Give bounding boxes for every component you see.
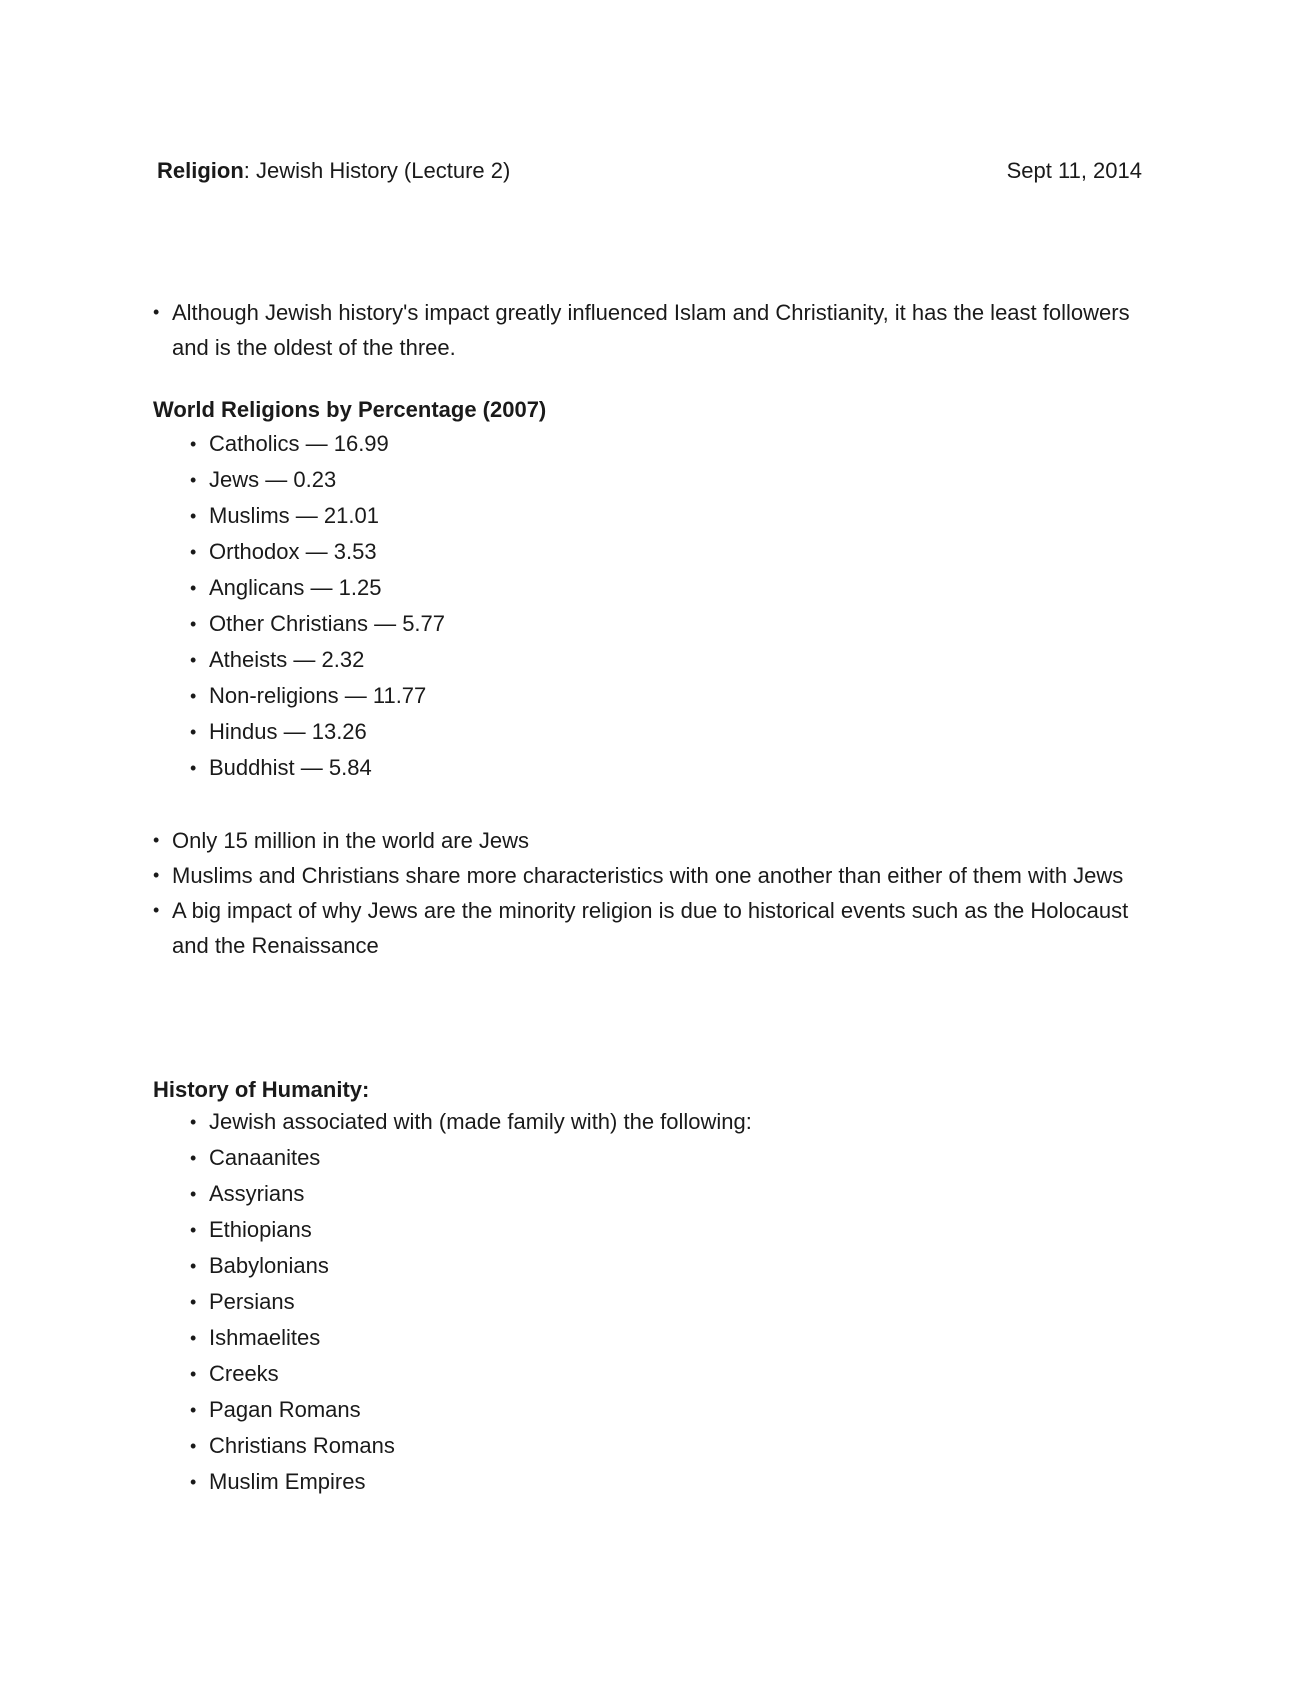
bullet-icon: • xyxy=(190,1292,197,1312)
separator: — xyxy=(299,539,334,564)
religion-name: Hindus xyxy=(209,719,278,744)
list-item xyxy=(190,1104,752,1140)
history-item-text: Pagan Romans xyxy=(209,1397,361,1422)
bullet-icon: • xyxy=(190,1184,197,1204)
list-item xyxy=(190,498,445,534)
bullet-icon: • xyxy=(190,722,197,742)
bullet-icon: • xyxy=(190,614,197,634)
history-item-text: Canaanites xyxy=(209,1145,321,1170)
religion-percentage: 5.84 xyxy=(328,755,372,780)
lecture-date: Sept 11, 2014 xyxy=(1006,158,1142,183)
bullet-icon: • xyxy=(190,1436,197,1456)
bullet-icon: • xyxy=(190,1220,197,1240)
bullet-icon: • xyxy=(190,1328,197,1348)
religion-name: Catholics xyxy=(209,431,300,456)
list-item xyxy=(190,642,445,678)
history-item-text: Ethiopians xyxy=(209,1217,312,1242)
bullet-icon: • xyxy=(153,302,160,322)
bullet-icon: • xyxy=(190,1148,197,1168)
separator: — xyxy=(299,431,334,456)
bullet-icon: • xyxy=(190,578,197,598)
separator: — xyxy=(259,467,294,492)
religion-percentage: 21.01 xyxy=(323,503,379,528)
bullet-icon: • xyxy=(190,1472,197,1492)
list-item xyxy=(153,893,1143,963)
list-item xyxy=(190,1140,752,1176)
list-item xyxy=(190,1428,752,1464)
bullet-icon: • xyxy=(190,434,197,454)
history-item-text: Muslim Empires xyxy=(209,1469,366,1494)
religion-name: Buddhist xyxy=(209,755,295,780)
list-item xyxy=(190,1248,752,1284)
list-item xyxy=(190,462,445,498)
intro-bullet-item xyxy=(153,295,1143,365)
separator: — xyxy=(367,611,403,636)
bullet-icon: • xyxy=(190,686,197,706)
fact-text: A big impact of why Jews are the minority religion is due to historical events such as the Holocaust and the Renaissance xyxy=(172,898,1129,958)
religion-percentage: 3.53 xyxy=(333,539,377,564)
history-item-text: Babylonians xyxy=(209,1253,329,1278)
history-item-text: Christians Romans xyxy=(209,1433,395,1458)
bullet-icon: • xyxy=(190,1364,197,1384)
list-item xyxy=(190,1392,752,1428)
history-heading: History of Humanity: xyxy=(153,1077,370,1102)
bullet-icon: • xyxy=(153,900,160,920)
separator: — xyxy=(289,503,324,528)
bullet-icon: • xyxy=(190,650,197,670)
bullet-icon: • xyxy=(190,506,197,526)
list-item xyxy=(190,714,445,750)
list-item xyxy=(153,823,1143,858)
fact-text: Muslims and Christians share more characteristics with one another than either of them with Jews xyxy=(172,863,1124,888)
list-item xyxy=(190,1320,752,1356)
history-item-text: Ishmaelites xyxy=(209,1325,321,1350)
document-header xyxy=(157,158,1142,188)
list-item xyxy=(190,570,445,606)
separator: — xyxy=(304,575,339,600)
history-item-text: Persians xyxy=(209,1289,295,1314)
religion-name: Non-religions xyxy=(209,683,339,708)
separator: — xyxy=(287,647,322,672)
fact-text: Only 15 million in the world are Jews xyxy=(172,828,530,853)
religion-name: Orthodox xyxy=(209,539,300,564)
list-item xyxy=(190,1284,752,1320)
religion-percentage: 16.99 xyxy=(333,431,389,456)
history-item-text: Jewish associated with (made family with) the following: xyxy=(209,1109,752,1134)
world-religions-heading: World Religions by Percentage (2007) xyxy=(153,397,547,422)
list-item xyxy=(190,750,445,786)
intro-paragraph xyxy=(153,295,1143,365)
world-religions-list xyxy=(190,426,445,786)
history-item-text: Creeks xyxy=(209,1361,279,1386)
bullet-icon: • xyxy=(190,1256,197,1276)
bullet-icon: • xyxy=(153,830,160,850)
bullet-icon: • xyxy=(153,865,160,885)
religion-percentage: 2.32 xyxy=(321,647,365,672)
history-list xyxy=(190,1104,752,1500)
bullet-icon: • xyxy=(190,1400,197,1420)
history-item-text: Assyrians xyxy=(209,1181,305,1206)
separator: — xyxy=(294,755,329,780)
religion-name: Atheists xyxy=(209,647,288,672)
bullet-icon: • xyxy=(190,542,197,562)
intro-text: Although Jewish history's impact greatly influenced Islam and Christianity, it has the least followers and is the oldest of the three. xyxy=(172,300,1130,360)
bullet-icon: • xyxy=(190,1112,197,1132)
list-item xyxy=(190,606,445,642)
bullet-icon: • xyxy=(190,758,197,778)
list-item xyxy=(190,678,445,714)
religion-percentage: 1.25 xyxy=(338,575,382,600)
subject-label: Religion xyxy=(157,158,244,183)
lecture-topic: : Jewish History (Lecture 2) xyxy=(243,158,511,183)
separator: — xyxy=(338,683,373,708)
facts-list xyxy=(153,823,1143,963)
list-item xyxy=(190,1176,752,1212)
religion-percentage: 0.23 xyxy=(293,467,337,492)
list-item xyxy=(190,534,445,570)
separator: — xyxy=(277,719,312,744)
religion-percentage: 11.77 xyxy=(372,683,427,708)
religion-name: Jews xyxy=(209,467,260,492)
religion-name: Muslims xyxy=(209,503,290,528)
list-item xyxy=(190,1212,752,1248)
bullet-icon: • xyxy=(190,470,197,490)
religion-percentage: 13.26 xyxy=(311,719,367,744)
list-item xyxy=(190,1356,752,1392)
list-item xyxy=(190,426,445,462)
religion-name: Other Christians xyxy=(209,611,368,636)
religion-percentage: 5.77 xyxy=(402,611,446,636)
religion-name: Anglicans xyxy=(209,575,305,600)
list-item xyxy=(190,1464,752,1500)
list-item xyxy=(153,858,1143,893)
